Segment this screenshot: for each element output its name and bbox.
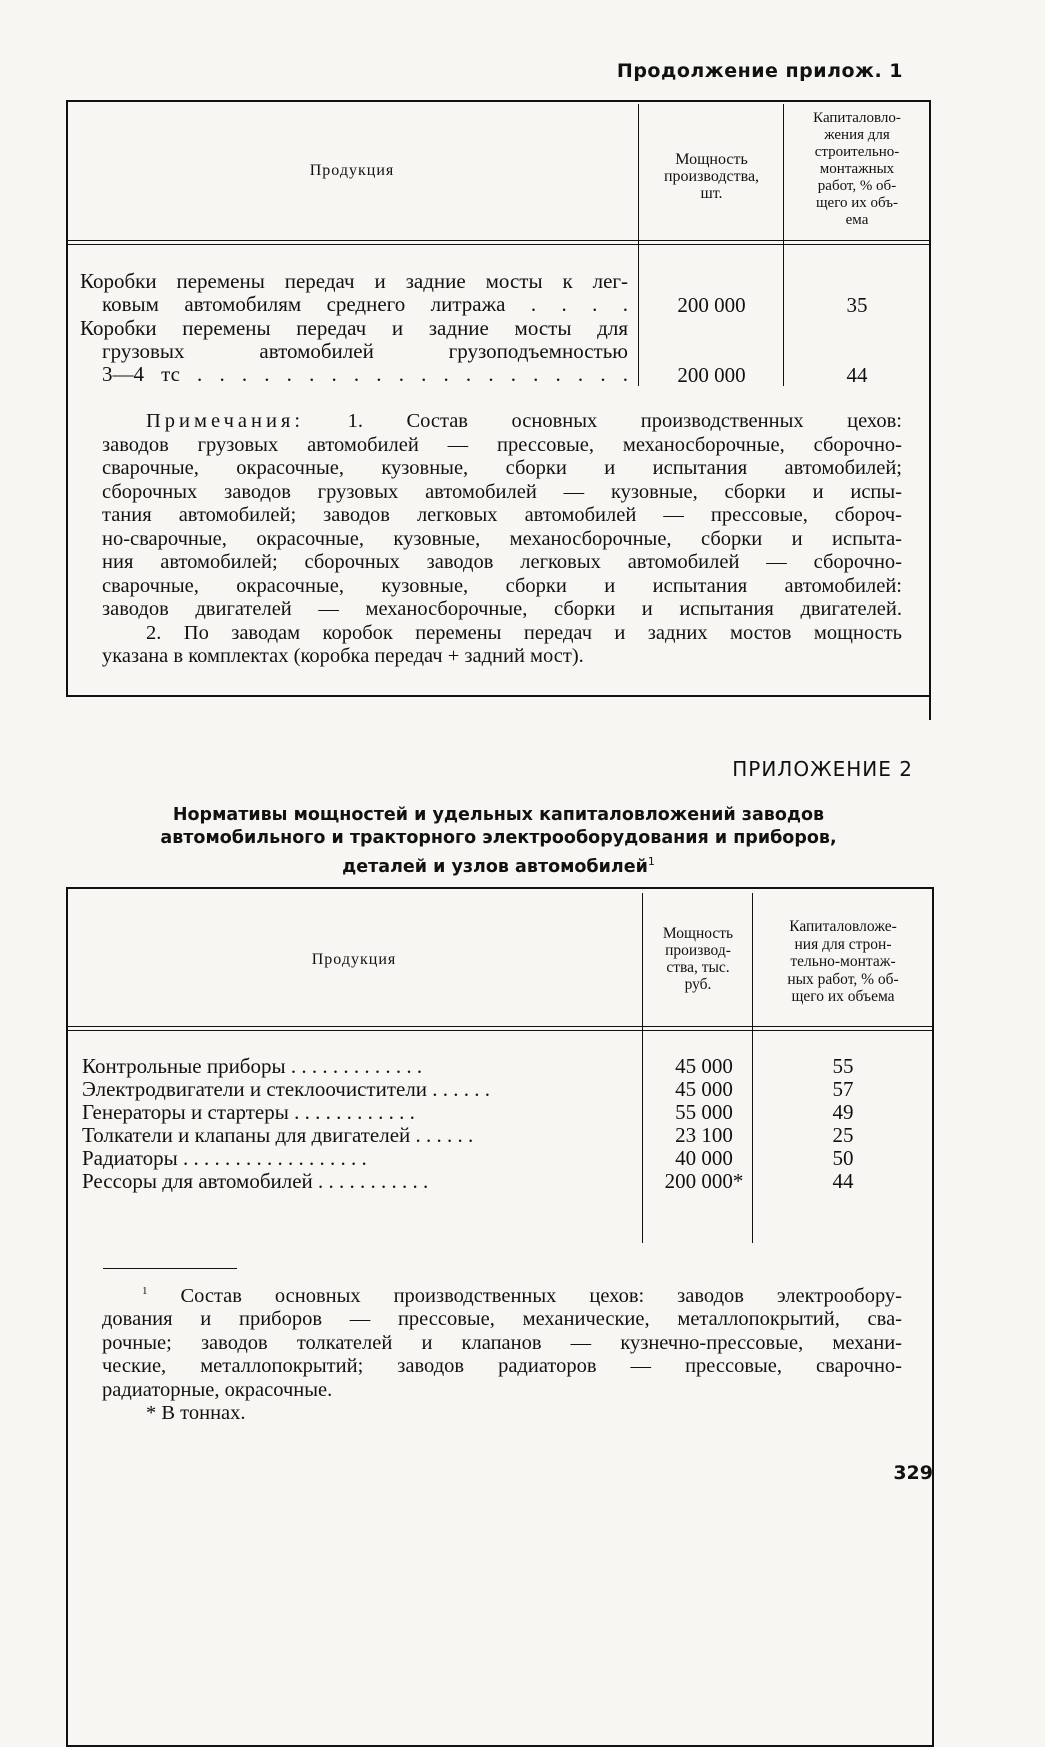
table2-header-investment-line: ния для строн- bbox=[794, 935, 892, 953]
table1-left-border bbox=[66, 100, 68, 695]
table2-col1-divider bbox=[642, 893, 643, 1243]
table2-header-capacity bbox=[644, 925, 752, 993]
table1-row-text: Коробки перемены передач и задние мосты к лег- bbox=[80, 270, 628, 293]
table1-col1-divider bbox=[638, 104, 639, 386]
table2-capacity-cell: 23 100 bbox=[675, 1123, 733, 1147]
table2-capacity-cell: 55 000 bbox=[675, 1100, 733, 1124]
table1-note-first-line bbox=[146, 410, 902, 434]
table1-note-line: сварочные, окрасочные, кузовные, сборки и испытания автомобилей; bbox=[102, 457, 902, 479]
footnote-line: рочные; заводов толкателей и клапанов — кузнечно-прессовые, механи- bbox=[102, 1331, 902, 1354]
section-title-line: автомобильного и тракторного электрооборудования и приборов, bbox=[160, 828, 837, 848]
table2-investment-cell: 25 bbox=[832, 1123, 854, 1147]
table2-investment-cell: 57 bbox=[832, 1077, 854, 1101]
table1-header-capacity-line: шт. bbox=[700, 184, 723, 202]
table2-header-capacity-line: производ- bbox=[665, 942, 731, 959]
table1-top-rule bbox=[66, 100, 931, 102]
table2-header-investment-line: щего их объема bbox=[791, 988, 895, 1005]
table1-header-capacity-line: производства, bbox=[663, 167, 760, 185]
table1-investment-cell: 35 bbox=[846, 293, 868, 317]
table2-investment-cell: 50 bbox=[832, 1146, 854, 1170]
section-title-line: Нормативы мощностей и удельных капиталовложений заводов bbox=[172, 805, 825, 825]
appendix-title: ПРИЛОЖЕНИЕ 2 bbox=[732, 757, 913, 781]
table1-header-investment-line: щего их объ- bbox=[815, 195, 899, 211]
section-title-line bbox=[66, 850, 931, 879]
footnote-marker: 1 bbox=[142, 1285, 148, 1297]
table1-capacity-cell: 200 000 bbox=[677, 293, 746, 317]
table1-right-border bbox=[929, 100, 931, 720]
table1-header-investment-line: монтажных bbox=[819, 161, 895, 177]
table1-row-text: грузовых автомобилей грузоподъемностью bbox=[102, 339, 628, 363]
table2-capacity-cell: 45 000 bbox=[675, 1077, 733, 1101]
table1-investment-cell: 44 bbox=[846, 363, 868, 387]
table1-note-line: тания автомобилей; заводов легковых автомобилей — прессовые, сбороч- bbox=[102, 504, 902, 526]
table2-row-name: Радиаторы . . . . . . . . . . . . . . . . . . bbox=[82, 1147, 367, 1170]
footnote-text: Состав основных производственных цехов: заводов электрообору- bbox=[180, 1284, 902, 1307]
table2-capacity-cell: 40 000 bbox=[675, 1146, 733, 1170]
notes-text: 1. Состав основных производственных цехов: bbox=[347, 410, 902, 432]
table2-row-name: Генераторы и стартеры . . . . . . . . . . . . bbox=[82, 1101, 415, 1124]
footnote-line: ческие, металлопокрытий; заводов радиаторов — прессовые, сварочно- bbox=[102, 1355, 902, 1378]
table1-note-line: сборочных заводов грузовых автомобилей — кузовные, сборки и испы- bbox=[102, 480, 902, 503]
table1-header-product: Продукция bbox=[309, 162, 395, 179]
table2-right-border bbox=[932, 887, 934, 1747]
footnote-star: * В тоннах. bbox=[146, 1402, 246, 1425]
section-title-text: деталей и узлов автомобилей bbox=[342, 856, 648, 877]
section-title bbox=[66, 804, 931, 879]
table2-investment-cell: 44 bbox=[832, 1169, 854, 1193]
table1-bottom-rule bbox=[66, 695, 931, 697]
table2-header-capacity-line: руб. bbox=[684, 976, 712, 993]
page-number: 329 bbox=[893, 1462, 933, 1484]
table1-header-investment-line: жения для bbox=[824, 127, 890, 143]
table2-header-investment bbox=[754, 918, 932, 1006]
table2-header-capacity-line: Мощность bbox=[662, 925, 734, 942]
table1-header-investment bbox=[785, 110, 929, 229]
table1-note-line: заводов двигателей — механосборочные, сборки и испытания двигателей. bbox=[102, 598, 902, 620]
table2-row-name: Рессоры для автомобилей . . . . . . . . . . . bbox=[82, 1170, 429, 1193]
table1-row bbox=[80, 270, 628, 316]
table1-header-investment-line: Капиталовло- bbox=[813, 110, 901, 126]
table1-capacity-cell: 200 000 bbox=[677, 363, 746, 387]
table1-row bbox=[80, 317, 628, 386]
table1-note-line: заводов грузовых автомобилей — прессовые, механосборочные, сборочно- bbox=[102, 433, 902, 456]
running-header: Продолжение прилож. 1 bbox=[616, 60, 903, 82]
table1-header-capacity bbox=[640, 152, 783, 202]
table1-row-text: 3—4 тс . . . . . . . . . . . . . . . . . . . . bbox=[102, 362, 628, 386]
table2-header-rule bbox=[66, 1026, 934, 1031]
table1-header-investment-line: работ, % об- bbox=[817, 178, 897, 194]
table1-notes bbox=[102, 410, 902, 669]
footnotes bbox=[102, 1280, 902, 1426]
table2-investment-cell: 55 bbox=[832, 1054, 854, 1078]
table2-header-investment-line: ных работ, % об- bbox=[787, 970, 899, 988]
table2-capacity-cell: 200 000* bbox=[664, 1169, 744, 1193]
table1-note-line: 2. По заводам коробок перемены передач и задних мостов мощность bbox=[146, 621, 902, 644]
notes-label: Примечания: bbox=[146, 410, 305, 432]
table2-row-name: Контрольные приборы . . . . . . . . . . . . . bbox=[82, 1055, 423, 1078]
table2-top-rule bbox=[66, 887, 934, 889]
table1-col2-divider bbox=[783, 104, 784, 386]
footnote-line: дования и приборов — прессовые, механические, металлопокрытий, сва- bbox=[102, 1308, 902, 1331]
table1-header-investment-line: строительно- bbox=[814, 144, 900, 160]
table2-row-name: Электродвигатели и стеклоочистители . . . . . . bbox=[82, 1078, 491, 1101]
table1-header-rule bbox=[66, 240, 931, 245]
table1-row-text: ковым автомобилям среднего литража . . . . bbox=[102, 292, 628, 316]
footnote-line: радиаторные, окрасочные. bbox=[102, 1378, 333, 1401]
table2-capacity-cell: 45 000 bbox=[675, 1054, 733, 1078]
table2-header-investment-line: Капиталовложе- bbox=[789, 918, 897, 935]
table1-header-capacity-line: Мощность bbox=[675, 151, 748, 168]
table2-header-investment-line: тельно-монтаж- bbox=[790, 953, 896, 970]
table1-note-line: указана в комплектах (коробка передач + задний мост). bbox=[102, 645, 584, 667]
table1-note-line: ния автомобилей; сборочных заводов легковых автомобилей — сборочно- bbox=[102, 551, 902, 573]
footnote-separator bbox=[103, 1268, 237, 1269]
table1-note-line: но-сварочные, окрасочные, кузовные, механосборочные, сборки и испыта- bbox=[102, 527, 902, 550]
footnote-ref: 1 bbox=[647, 855, 655, 868]
table2-row-name: Толкатели и клапаны для двигателей . . . . . . bbox=[82, 1124, 474, 1147]
table2-left-border bbox=[66, 887, 68, 1747]
table2-header-capacity-line: ства, тыс. bbox=[666, 959, 730, 976]
table1-row-text: Коробки перемены передач и задние мосты для bbox=[80, 317, 628, 340]
table1-note-line: сварочные, окрасочные, кузовные, сборки и испытания автомобилей: bbox=[102, 574, 902, 597]
table1-header-investment-line: ема bbox=[845, 212, 869, 228]
footnote-line bbox=[142, 1280, 902, 1308]
table2-header-product: Продукция bbox=[311, 951, 397, 968]
table2-investment-cell: 49 bbox=[832, 1100, 854, 1124]
